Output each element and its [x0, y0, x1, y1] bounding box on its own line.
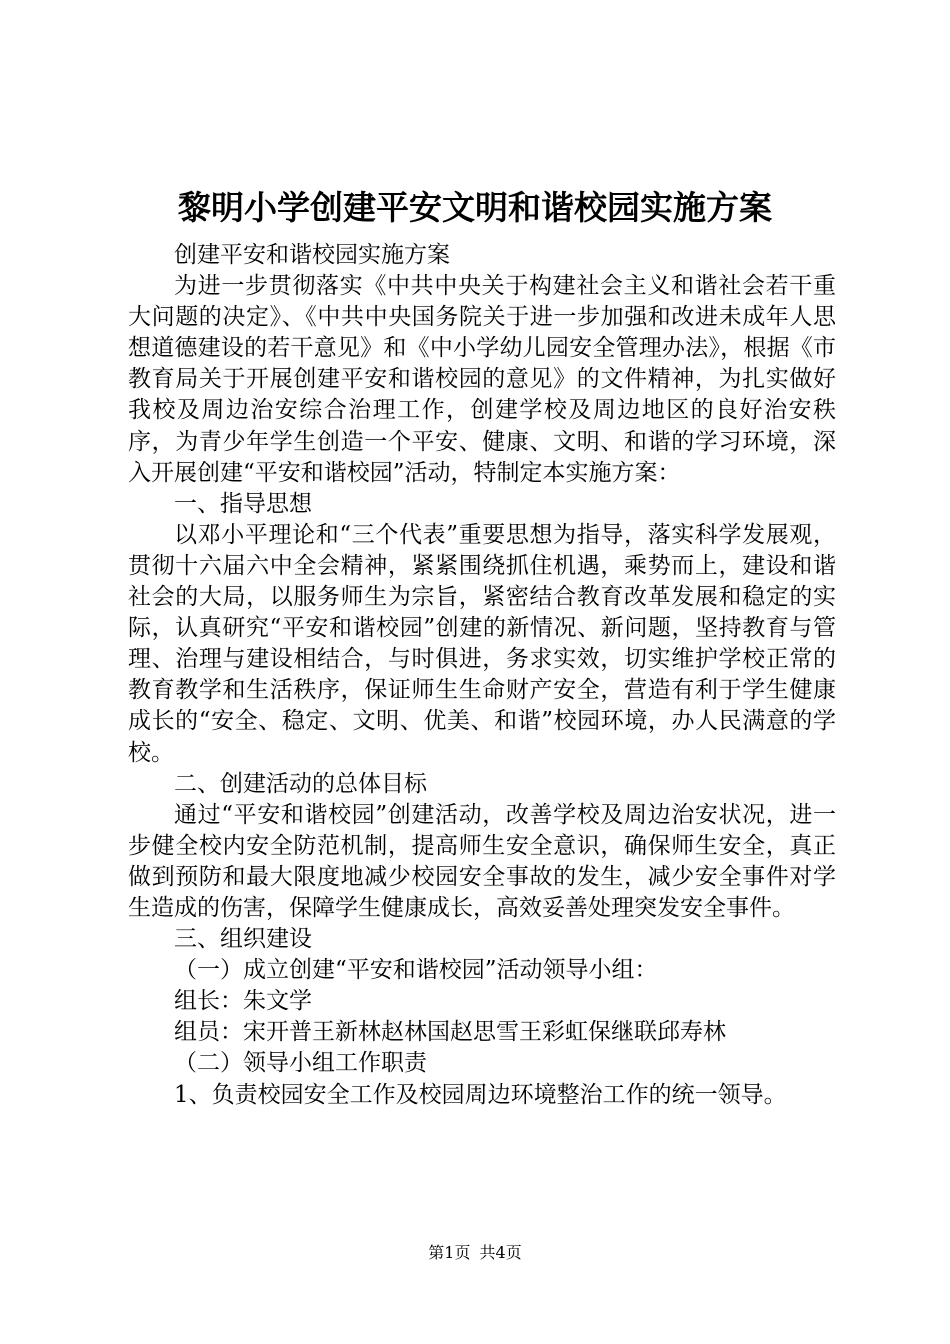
section-2-heading: 二、创建活动的总体目标 — [174, 770, 427, 797]
section-3-heading: 三、组织建设 — [174, 926, 312, 953]
members-line: 组员：宋开普王新林赵林国赵思雪王彩虹保继联邱寿林 — [174, 1019, 726, 1046]
page-number: 第1页 — [428, 1243, 471, 1262]
section-1-heading: 一、指导思想 — [174, 490, 312, 517]
duty-item-1: 1、负责校园安全工作及校园周边环境整治工作的统一领导。 — [174, 1081, 787, 1108]
document-title: 黎明小学创建平安文明和谐校园实施方案 — [178, 188, 772, 227]
section-2-paragraph: 通过“平安和谐校园”创建活动，改善学校及周边治安状况，进一步健全校内安全防范机制，提高师生安全意识，确保师生安全，真正做到预防和最大限度地减少校园安全事故的发生，减少安全事件对学生造成的伤害，保障学生健康成长，高效妥善处理突发安全事件。 — [128, 801, 836, 921]
section-1-paragraph: 以邓小平理论和“三个代表”重要思想为指导，落实科学发展观，贯彻十六届六中全会精神，紧紧围绕抓住机遇，乘势而上，建设和谐社会的大局，以服务师生为宗旨，紧密结合教育改革发展和稳定的实际，认真研究“平安和谐校园”创建的新情况、新问题，坚持教育与管理、治理与建设相结合，与时俱进，务求实效，切实维护学校正常的教育教学和生活秩序，保证师生生命财产安全，营造有利于学生健康成长的“安全、稳定、文明、优美、和谐”校园环境，办人民满意的学校。 — [128, 521, 836, 766]
intro-paragraph: 为进一步贯彻落实《中共中央关于构建社会主义和谐社会若干重大问题的决定》、《中共中央国务院关于进一步加强和改进未成年人思想道德建设的若干意见》和《中小学幼儿园安全管理办法》，根据《市教育局关于开展创建平安和谐校园的意见》的文件精神，为扎实做好我校及周边治安综合治理工作，创建学校及周边地区的良好治安秩序，为青少年学生创造一个平安、健康、文明、和谐的学习环境，深入开展创建“平安和谐校园”活动，特制定本实施方案： — [128, 273, 836, 486]
page-total: 共4页 — [479, 1243, 522, 1262]
document-subtitle: 创建平安和谐校园实施方案 — [174, 242, 450, 268]
leader-line: 组长：朱文学 — [174, 988, 312, 1015]
section-3-sub-1: （一）成立创建“平安和谐校园”活动领导小组： — [174, 957, 658, 984]
document-body — [128, 240, 836, 1111]
page-footer — [0, 1241, 950, 1265]
section-3-sub-2: （二）领导小组工作职责 — [174, 1050, 427, 1077]
